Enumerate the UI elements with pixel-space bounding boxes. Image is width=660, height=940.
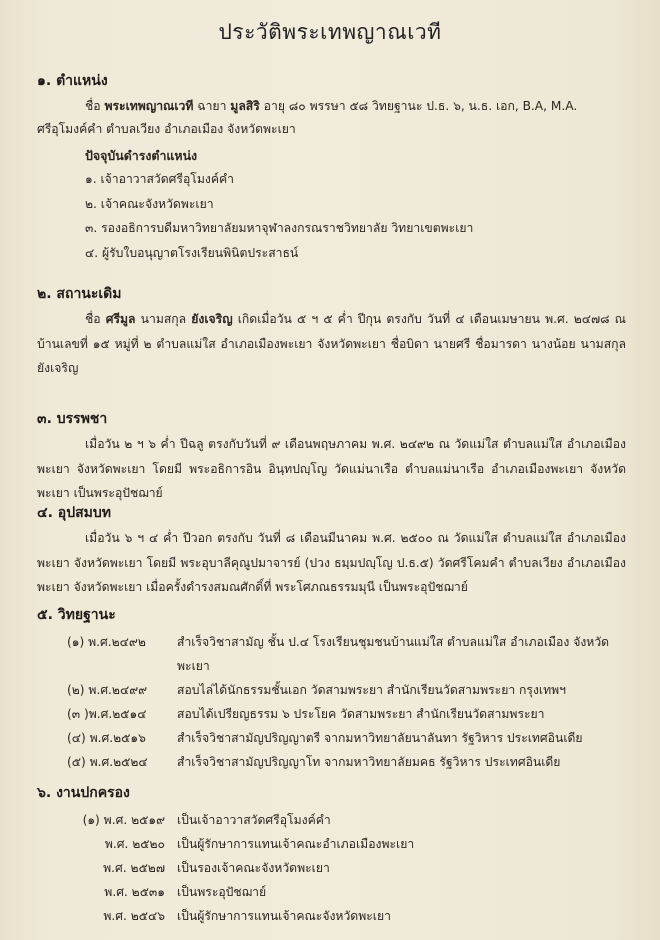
current-positions-list: [37, 167, 626, 265]
ordination-paragraph: เมื่อวัน ๖ ฯ ๔ ค่ำ ปีวอก ตรงกับ วันที่ ๘ เดือนมีนาคม พ.ศ. ๒๕๐๐ ณ วัดแม่ใส ตำบลแม่ใส อำเภอเมืองพะเยา จังหวัดพะเยา โดยมี พระอุบาลีคุณูปมาจารย์ (ปวง ธมฺมปญฺโญ ป.ธ.๕) วัดศรีโคมคำ ตำบลเวียง อำเภอเมืองพะเยา จังหวัดพะเยา เมื่อครั้งดำรงสมณศักดิ์ที่ พระโศภณธรรมมุนี เป็นพระอุปัชฌาย์: [37, 531, 626, 594]
administration-row: พ.ศ. ๒๕๓๑ เป็นพระอุปัชฌาย์: [104, 885, 267, 899]
list-item: ๑. เจ้าอาวาสวัดศรีอุโมงค์คำ: [85, 172, 234, 186]
current-positions-heading: ปัจจุบันดำรงตำแหน่ง: [85, 148, 198, 163]
birth-name: ศรีมูล: [105, 312, 136, 326]
education-row: (๔) พ.ศ.๒๕๑๖ สำเร็จวิชาสามัญปริญญาตรี จากมหาวิทยาลัยนาลันทา รัฐวิหาร ประเทศอินเดีย: [67, 731, 583, 745]
page-title: ประวัติพระเทพญาณเวที: [218, 20, 442, 44]
administration-row: (๑) พ.ศ. ๒๕๑๙ เป็นเจ้าอาวาสวัดศรีอุโมงค์คำ: [82, 813, 331, 827]
origin-paragraph: ชื่อ ศรีมูล นามสกุล ยังเจริญ เกิดเมื่อวัน ๕ ฯ ๕ ค่ำ ปีกุน ตรงกับ วันที่ ๔ เดือนเมษายน พ.ศ. ๒๔๗๘ ณ บ้านเลขที่ ๑๕ หมู่ที่ ๒ ตำบลแม่ใส อำเภอเมืองพะเยา จังหวัดพะเยา ชื่อบิดา นายศรี ชื่อมารดา นางน้อย นามสกุล ยังเจริญ: [37, 312, 626, 375]
administration-row: พ.ศ. ๒๕๒๐ เป็นผู้รักษาการแทนเจ้าคณะอำเภอเมืองพะเยา: [104, 837, 415, 851]
education-row: (๑) พ.ศ.๒๔๙๒ สำเร็จวิชาสามัญ ชั้น ป.๔ โรงเรียนชุมชนบ้านแม่ใส ตำบลแม่ใส อำเภอเมือง จังหวัดพะเยา: [67, 635, 610, 673]
novice-paragraph: เมื่อวัน ๒ ฯ ๖ ค่ำ ปีฉลู ตรงกับวันที่ ๙ เดือนพฤษภาคม พ.ศ. ๒๔๙๒ ณ วัดแม่ใส ตำบลแม่ใส อำเภอเมืองพะเยา จังหวัดพะเยา โดยมี พระอธิการอิน อินฺทปญฺโญ วัดแม่นาเรือ ตำบลแม่นาเรือ อำเภอเมืองพะเยา จังหวัดพะเยา เป็นพระอุปัชฌาย์: [37, 437, 626, 500]
administration-row: พ.ศ. ๒๕๔๖ เป็นผู้รักษาการแทนเจ้าคณะจังหวัดพะเยา: [103, 909, 391, 923]
section-ordination: [37, 504, 626, 600]
education-row: (๒) พ.ศ.๒๔๙๙ สอบไล่ได้นักธรรมชั้นเอก วัดสามพระยา สำนักเรียนวัดสามพระยา กรุงเทพฯ: [67, 683, 567, 697]
list-item: ๓. รองอธิการบดีมหาวิทยาลัยมหาจุฬาลงกรณราชวิทยาลัย วิทยาเขตพะเยา: [85, 221, 474, 235]
administration-row: พ.ศ. ๒๕๒๗ เป็นรองเจ้าคณะจังหวัดพะเยา: [103, 861, 330, 875]
section-novice: [37, 410, 626, 506]
education-row: (๓ )พ.ศ.๒๕๑๔ สอบได้เปรียญธรรม ๖ ประโยค วัดสามพระยา สำนักเรียนวัดสามพระยา: [67, 707, 545, 721]
section-heading: ๑. ตำแหน่ง: [37, 73, 108, 89]
list-item: ๒. เจ้าคณะจังหวัดพะเยา: [85, 196, 214, 211]
section-heading: ๒. สถานะเดิม: [37, 286, 122, 302]
section-heading: ๔. อุปสมบท: [37, 505, 111, 521]
section-education: [37, 606, 626, 774]
monk-name: พระเทพญาณเวที: [104, 99, 194, 113]
section-position: [37, 72, 626, 265]
section-heading: ๓. บรรพชา: [37, 411, 108, 427]
section-heading: ๖. งานปกครอง: [37, 785, 130, 801]
education-list: [37, 630, 626, 774]
section-origin: [37, 285, 626, 381]
section-heading: ๕. วิทยฐานะ: [37, 607, 116, 623]
education-row: (๕) พ.ศ.๒๕๒๔ สำเร็จวิชาสามัญปริญญาโท จากมหาวิทยาลัยมคธ รัฐวิหาร ประเทศอินเดีย: [67, 755, 561, 769]
administration-list: [37, 808, 626, 928]
list-item: ๔. ผู้รับใบอนุญาตโรงเรียนพินิตประสาธน์: [85, 245, 299, 260]
surname: ยังเจริญ: [191, 312, 233, 326]
section-administration: [37, 784, 626, 928]
ordination-name: มูลสิริ: [230, 99, 260, 113]
address-line: ศรีอุโมงค์คำ ตำบลเวียง อำเภอเมือง จังหวัดพะเยา: [37, 121, 296, 136]
position-paragraph: ชื่อ พระเทพญาณเวที ฉายา มูลสิริ อายุ ๘๐ พรรษา ๕๘ วิทยฐานะ ป.ธ. ๖, น.ธ. เอก, B.A, M.A.: [85, 99, 578, 113]
